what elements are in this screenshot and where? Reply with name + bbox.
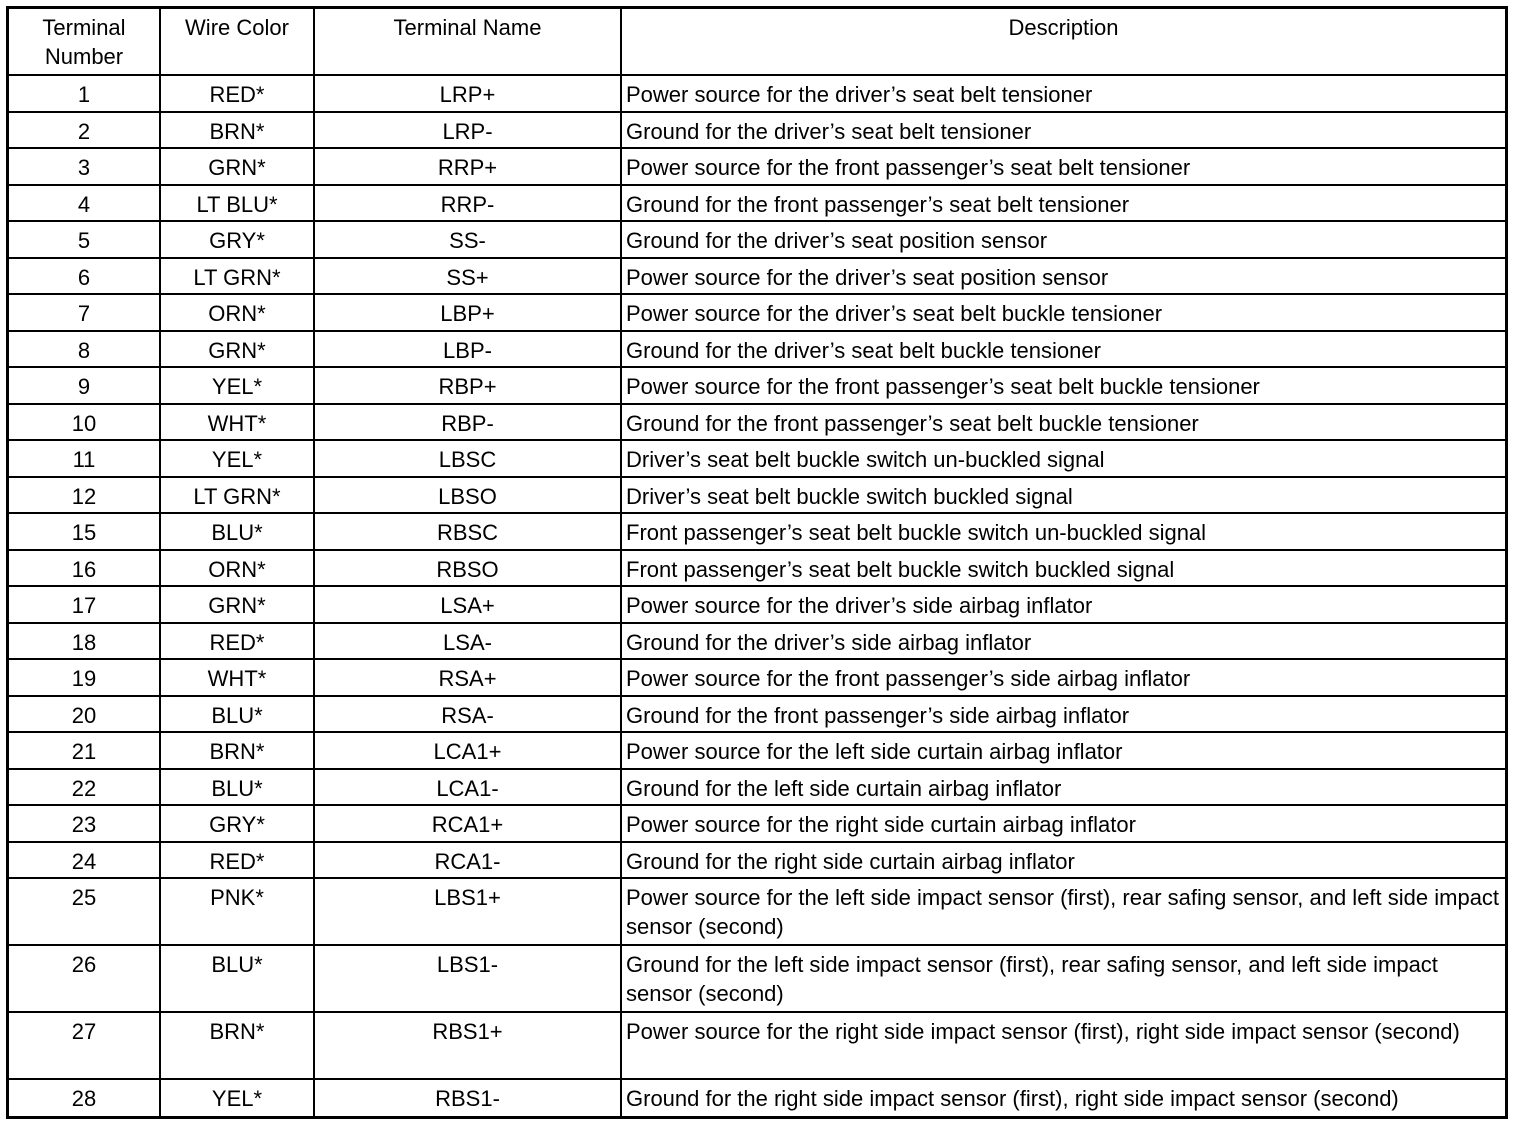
terminal-number-cell: 6 (9, 258, 160, 295)
terminal-number-cell: 26 (9, 945, 160, 1012)
wire-color-cell: WHT* (160, 404, 314, 441)
terminal-name-cell: RRP- (314, 185, 621, 222)
terminal-name-cell: RCA1- (314, 842, 621, 879)
header-terminal-name: Terminal Name (314, 9, 621, 75)
terminal-number-cell: 24 (9, 842, 160, 879)
terminal-number-cell: 12 (9, 477, 160, 514)
wire-color-cell: YEL* (160, 367, 314, 404)
wire-color-cell: RED* (160, 623, 314, 660)
table-row (9, 769, 1505, 806)
description-cell: Ground for the left side curtain airbag inflator (621, 769, 1505, 806)
wire-color-cell: ORN* (160, 294, 314, 331)
terminal-name-cell: RSA- (314, 696, 621, 733)
terminal-name-cell: RBS1- (314, 1079, 621, 1116)
table-row (9, 805, 1505, 842)
description-cell: Ground for the driver’s seat belt buckle tensioner (621, 331, 1505, 368)
description-cell: Driver’s seat belt buckle switch buckled signal (621, 477, 1505, 514)
terminal-number-cell: 27 (9, 1012, 160, 1079)
terminal-name-cell: RRP+ (314, 148, 621, 185)
table-row (9, 185, 1505, 222)
description-cell: Power source for the driver’s seat belt tensioner (621, 75, 1505, 112)
table-row (9, 513, 1505, 550)
terminal-name-cell: RBSC (314, 513, 621, 550)
wire-color-cell: GRN* (160, 148, 314, 185)
table-row (9, 221, 1505, 258)
terminal-number-cell: 20 (9, 696, 160, 733)
terminal-number-cell: 9 (9, 367, 160, 404)
terminal-table-container (6, 6, 1508, 1119)
terminal-number-cell: 15 (9, 513, 160, 550)
table-row (9, 945, 1505, 1012)
table-body (9, 75, 1505, 1116)
terminal-name-cell: RBP- (314, 404, 621, 441)
wire-color-cell: BLU* (160, 696, 314, 733)
header-wire-color: Wire Color (160, 9, 314, 75)
header-terminal-number: Terminal Number (9, 9, 160, 75)
terminal-number-cell: 7 (9, 294, 160, 331)
terminal-number-cell: 19 (9, 659, 160, 696)
table-row (9, 732, 1505, 769)
terminal-table (9, 9, 1505, 1116)
description-cell: Ground for the driver’s side airbag inflator (621, 623, 1505, 660)
wire-color-cell: GRN* (160, 331, 314, 368)
wire-color-cell: LT GRN* (160, 477, 314, 514)
terminal-number-cell: 3 (9, 148, 160, 185)
terminal-name-cell: LBS1+ (314, 878, 621, 945)
table-row (9, 258, 1505, 295)
wire-color-cell: YEL* (160, 1079, 314, 1116)
description-cell: Ground for the left side impact sensor (first), rear safing sensor, and left side impact sensor (second) (621, 945, 1505, 1012)
description-cell: Ground for the driver’s seat position sensor (621, 221, 1505, 258)
table-row (9, 550, 1505, 587)
wire-color-cell: BRN* (160, 732, 314, 769)
terminal-name-cell: SS+ (314, 258, 621, 295)
wire-color-cell: GRY* (160, 805, 314, 842)
terminal-number-cell: 17 (9, 586, 160, 623)
wire-color-cell: LT BLU* (160, 185, 314, 222)
wire-color-cell: ORN* (160, 550, 314, 587)
table-row (9, 477, 1505, 514)
table-row (9, 294, 1505, 331)
wire-color-cell: LT GRN* (160, 258, 314, 295)
wire-color-cell: BRN* (160, 1012, 314, 1079)
wire-color-cell: BLU* (160, 945, 314, 1012)
description-cell: Power source for the front passenger’s seat belt buckle tensioner (621, 367, 1505, 404)
terminal-name-cell: LBSC (314, 440, 621, 477)
wire-color-cell: BRN* (160, 112, 314, 149)
terminal-name-cell: LCA1- (314, 769, 621, 806)
terminal-name-cell: LRP+ (314, 75, 621, 112)
description-cell: Power source for the driver’s side airbag inflator (621, 586, 1505, 623)
wire-color-cell: GRN* (160, 586, 314, 623)
terminal-number-cell: 21 (9, 732, 160, 769)
terminal-name-cell: LBP+ (314, 294, 621, 331)
description-cell: Power source for the driver’s seat position sensor (621, 258, 1505, 295)
terminal-number-cell: 28 (9, 1079, 160, 1116)
table-row (9, 440, 1505, 477)
terminal-name-cell: LSA- (314, 623, 621, 660)
terminal-name-cell: RCA1+ (314, 805, 621, 842)
table-row (9, 659, 1505, 696)
description-cell: Front passenger’s seat belt buckle switch un-buckled signal (621, 513, 1505, 550)
terminal-name-cell: LBS1- (314, 945, 621, 1012)
wire-color-cell: GRY* (160, 221, 314, 258)
table-row (9, 367, 1505, 404)
description-cell: Front passenger’s seat belt buckle switch buckled signal (621, 550, 1505, 587)
description-cell: Power source for the right side curtain airbag inflator (621, 805, 1505, 842)
terminal-name-cell: LCA1+ (314, 732, 621, 769)
terminal-number-cell: 5 (9, 221, 160, 258)
wire-color-cell: BLU* (160, 769, 314, 806)
terminal-number-cell: 2 (9, 112, 160, 149)
table-row (9, 148, 1505, 185)
table-row (9, 331, 1505, 368)
terminal-number-cell: 4 (9, 185, 160, 222)
description-cell: Power source for the front passenger’s side airbag inflator (621, 659, 1505, 696)
description-cell: Ground for the right side curtain airbag inflator (621, 842, 1505, 879)
table-row (9, 696, 1505, 733)
terminal-number-cell: 16 (9, 550, 160, 587)
terminal-number-cell: 1 (9, 75, 160, 112)
terminal-name-cell: LBSO (314, 477, 621, 514)
terminal-number-cell: 18 (9, 623, 160, 660)
terminal-number-cell: 11 (9, 440, 160, 477)
description-cell: Power source for the left side curtain airbag inflator (621, 732, 1505, 769)
header-row (9, 9, 1505, 75)
description-cell: Driver’s seat belt buckle switch un-buckled signal (621, 440, 1505, 477)
table-row (9, 1012, 1505, 1079)
terminal-name-cell: LSA+ (314, 586, 621, 623)
description-cell: Ground for the driver’s seat belt tensioner (621, 112, 1505, 149)
description-cell: Power source for the front passenger’s seat belt tensioner (621, 148, 1505, 185)
table-row (9, 878, 1505, 945)
wire-color-cell: RED* (160, 75, 314, 112)
description-cell: Ground for the front passenger’s seat belt tensioner (621, 185, 1505, 222)
terminal-name-cell: RSA+ (314, 659, 621, 696)
table-row (9, 404, 1505, 441)
description-cell: Ground for the right side impact sensor (first), right side impact sensor (second) (621, 1079, 1505, 1116)
terminal-name-cell: LRP- (314, 112, 621, 149)
terminal-name-cell: RBSO (314, 550, 621, 587)
table-row (9, 1079, 1505, 1116)
wire-color-cell: RED* (160, 842, 314, 879)
terminal-name-cell: SS- (314, 221, 621, 258)
description-cell: Power source for the driver’s seat belt buckle tensioner (621, 294, 1505, 331)
description-cell: Ground for the front passenger’s side airbag inflator (621, 696, 1505, 733)
terminal-name-cell: RBP+ (314, 367, 621, 404)
table-row (9, 75, 1505, 112)
table-row (9, 112, 1505, 149)
terminal-number-cell: 25 (9, 878, 160, 945)
terminal-number-cell: 23 (9, 805, 160, 842)
terminal-number-cell: 22 (9, 769, 160, 806)
description-cell: Power source for the left side impact sensor (first), rear safing sensor, and left side impact sensor (second) (621, 878, 1505, 945)
table-row (9, 842, 1505, 879)
wire-color-cell: YEL* (160, 440, 314, 477)
header-description: Description (621, 9, 1505, 75)
description-cell: Power source for the right side impact sensor (first), right side impact sensor (second) (621, 1012, 1505, 1079)
terminal-name-cell: RBS1+ (314, 1012, 621, 1079)
table-row (9, 623, 1505, 660)
wire-color-cell: BLU* (160, 513, 314, 550)
description-cell: Ground for the front passenger’s seat belt buckle tensioner (621, 404, 1505, 441)
terminal-number-cell: 10 (9, 404, 160, 441)
terminal-name-cell: LBP- (314, 331, 621, 368)
wire-color-cell: WHT* (160, 659, 314, 696)
wire-color-cell: PNK* (160, 878, 314, 945)
terminal-number-cell: 8 (9, 331, 160, 368)
table-row (9, 586, 1505, 623)
